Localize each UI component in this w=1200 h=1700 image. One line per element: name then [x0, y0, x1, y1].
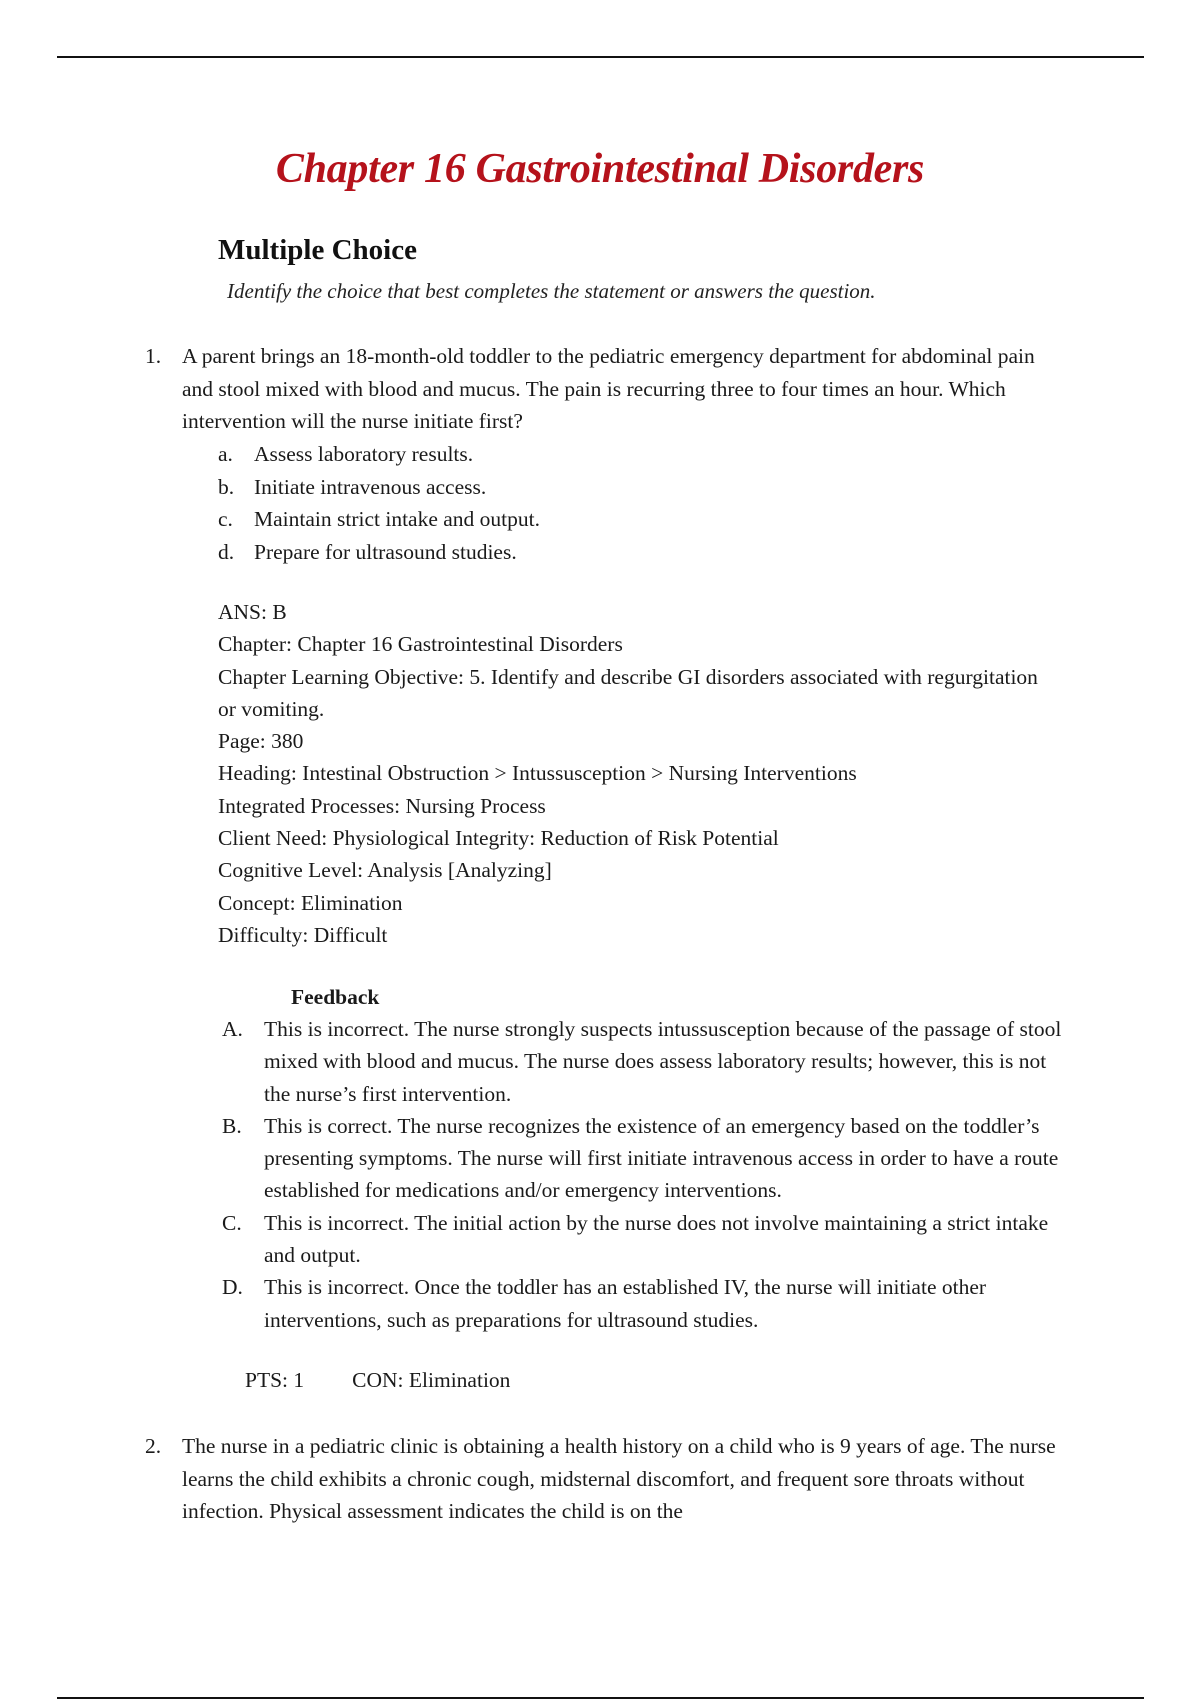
- option-b: [218, 471, 1058, 504]
- feedback-text: This is incorrect. The nurse strongly suspects intussusception because of the passage of stool mixed with blood and mucus. The nurse does assess laboratory results; however, this is not the nurse’s first intervention.: [264, 1017, 1062, 1106]
- feedback-item-c: [222, 1207, 1067, 1272]
- question-number: 1.: [145, 344, 162, 368]
- top-rule: [57, 56, 1144, 58]
- concept-tag: CON: Elimination: [352, 1368, 511, 1392]
- feedback-text: This is correct. The nurse recognizes the existence of an emergency based on the toddler’s presenting symptoms. The nurse will first initiate intravenous access in order to have a route established for medications and/or emergency interventions.: [264, 1113, 1059, 1203]
- meta-chapter: Chapter: Chapter 16 Gastrointestinal Disorders: [218, 632, 623, 657]
- feedback-item-a: [222, 1013, 1067, 1110]
- option-c: [218, 503, 1058, 536]
- option-a: [218, 438, 1058, 471]
- option-text: Initiate intravenous access.: [254, 474, 487, 499]
- meta-heading: Heading: Intestinal Obstruction > Intussusception > Nursing Interventions: [218, 761, 857, 786]
- option-text: Prepare for ultrasound studies.: [254, 539, 517, 564]
- option-text: Assess laboratory results.: [254, 442, 474, 466]
- option-text: Maintain strict intake and output.: [254, 507, 541, 531]
- instructions: Identify the choice that best completes the statement or answers the question.: [227, 279, 876, 303]
- meta-client-need: Client Need: Physiological Integrity: Reduction of Risk Potential: [218, 826, 779, 851]
- section-title: Multiple Choice: [218, 234, 417, 266]
- feedback-letter: C.: [222, 1210, 242, 1235]
- meta-concept: Concept: Elimination: [218, 890, 403, 915]
- bottom-rule: [57, 1697, 1144, 1699]
- points-value: PTS: 1: [245, 1368, 305, 1392]
- option-d: [218, 536, 1058, 569]
- meta-page: Page: 380: [218, 729, 304, 754]
- option-letter: c.: [218, 507, 233, 531]
- feedback-title: Feedback: [291, 985, 380, 1009]
- meta-objective: Chapter Learning Objective: 5. Identify and describe GI disorders associated with regurgitation or vomiting.: [218, 664, 1038, 721]
- option-letter: a.: [218, 442, 233, 466]
- question-1: [145, 340, 1065, 438]
- feedback-letter: D.: [222, 1275, 243, 1300]
- option-letter: b.: [218, 474, 235, 499]
- feedback-item-b: [222, 1110, 1067, 1207]
- meta-integrated-processes: Integrated Processes: Nursing Process: [218, 793, 546, 818]
- feedback-letter: B.: [222, 1113, 242, 1138]
- answer-key: ANS: B: [218, 600, 287, 624]
- feedback-text: This is incorrect. Once the toddler has an established IV, the nurse will initiate other interventions, such as preparations for ultrasound studies.: [264, 1275, 987, 1332]
- points-line: [245, 1368, 510, 1393]
- meta-cognitive-level: Cognitive Level: Analysis [Analyzing]: [218, 858, 552, 883]
- feedback-letter: A.: [222, 1017, 243, 1041]
- meta-difficulty: Difficulty: Difficult: [218, 922, 388, 947]
- answer-metadata: [218, 596, 1058, 951]
- feedback-list: [222, 1013, 1067, 1336]
- chapter-title: Chapter 16 Gastrointestinal Disorders: [275, 146, 925, 192]
- feedback-item-d: [222, 1271, 1067, 1336]
- option-letter: d.: [218, 539, 235, 564]
- feedback-text: This is incorrect. The initial action by the nurse does not involve maintaining a strict intake and output.: [264, 1210, 1049, 1268]
- question-stem: A parent brings an 18-month-old toddler to the pediatric emergency department for abdominal pain and stool mixed with blood and mucus. The pain is recurring three to four times an hour. Which intervention will the nurse initiate first?: [182, 344, 1035, 433]
- answer-options: [218, 438, 1058, 568]
- question-2: [145, 1430, 1065, 1528]
- question-number: 2.: [145, 1434, 162, 1458]
- question-stem: The nurse in a pediatric clinic is obtaining a health history on a child who is 9 years of age. The nurse learns the child exhibits a chronic cough, midsternal discomfort, and frequent sore throats without infection. Physical assessment indicates the child is on the: [182, 1434, 1056, 1523]
